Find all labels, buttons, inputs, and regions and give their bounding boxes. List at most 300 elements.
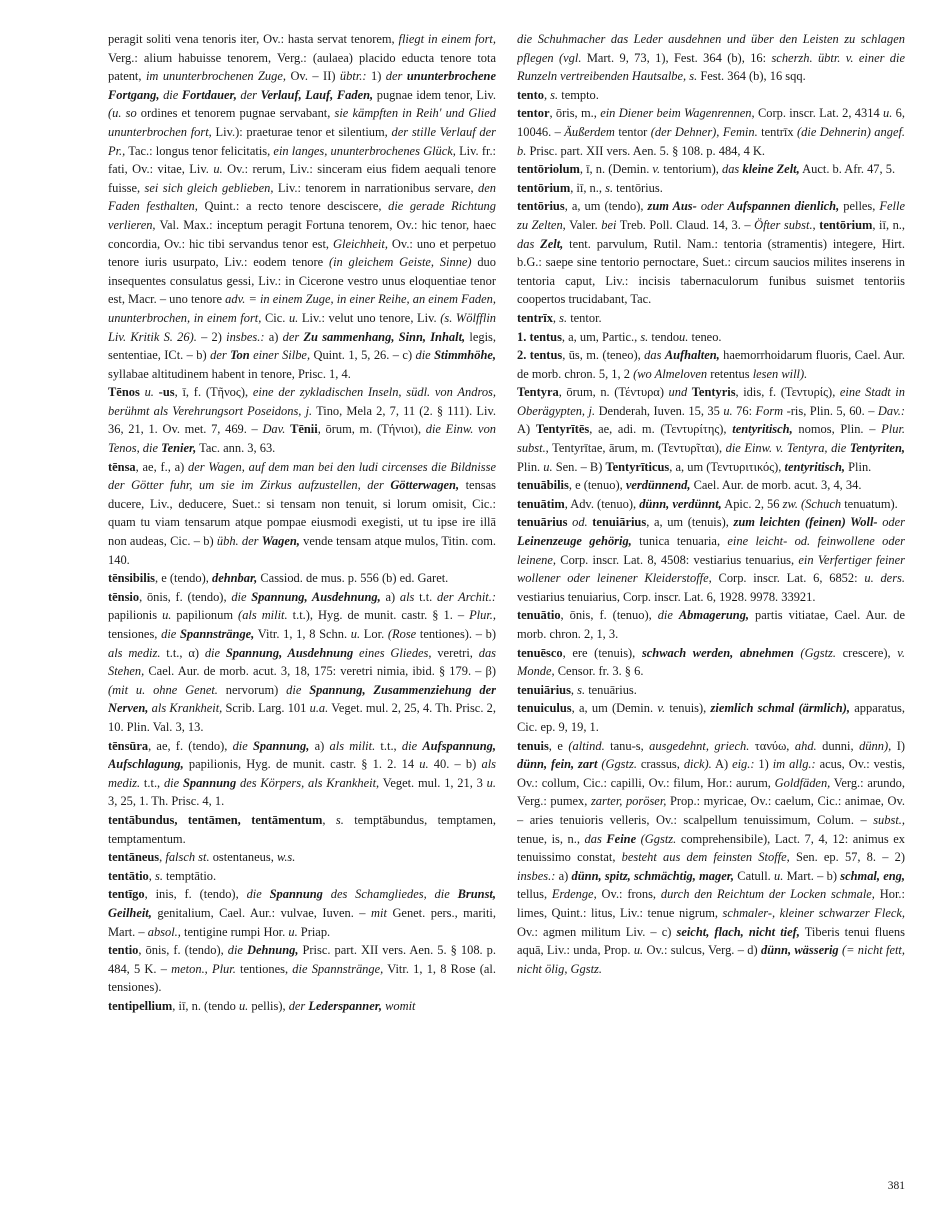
entry-text: Dehnung, xyxy=(246,943,299,958)
entry-text: die gerade Richtung verlieren, xyxy=(108,199,496,232)
entry-text: dunni, xyxy=(816,738,860,753)
entry-text: Hor.: limes, Quint.: litus, Liv.: tenue nigrum, xyxy=(517,887,905,920)
entry-text: Aufspannung, Aufschlagung, xyxy=(108,738,496,772)
entry-text: eine der zykladischen Inseln, südl. von Andros, berühmt als Verehrungsort Poseidons, j. xyxy=(108,385,496,418)
entry-text: Ov. – II) xyxy=(286,69,340,84)
entry-text: Tentyrīticus xyxy=(605,459,670,474)
dictionary-entry xyxy=(517,346,905,383)
entry-text: sie kämpften in Reih' und Glied ununterbrochen fort, xyxy=(108,106,496,139)
entry-text: lesen will). xyxy=(752,366,808,381)
entry-text: pugnae idem tenor, Liv. xyxy=(373,87,496,102)
entry-text: u. xyxy=(486,775,496,790)
entry-text: , idis, f. (Τεντυρίς), xyxy=(735,385,840,400)
entry-text: Treb. Poll. Claud. 14, 3. – xyxy=(616,217,755,232)
entry-text: u. xyxy=(543,459,553,474)
entry-text: od. xyxy=(567,515,593,530)
dictionary-entry xyxy=(517,383,905,476)
dictionary-entry xyxy=(517,179,905,198)
entry-text: , ae, adi. m. (Τεντυρίτης), xyxy=(589,422,733,437)
dictionary-entry xyxy=(108,867,496,886)
entry-text: tenuiculus xyxy=(517,701,572,716)
entry-text: Ov.: sulcus, Verg. – d) xyxy=(643,943,761,958)
entry-text: Quint.: a recto tenore desciscere, xyxy=(197,199,389,214)
entry-text: mit xyxy=(371,905,387,920)
entry-text: Ov.: frons, xyxy=(596,887,661,902)
entry-text: , a, um (tendo), xyxy=(564,199,648,214)
entry-text: Zelt, xyxy=(540,236,564,251)
entry-text: Spannung xyxy=(269,887,323,902)
entry-text: -us xyxy=(158,385,175,400)
dictionary-entry xyxy=(517,606,905,643)
entry-text: 40. – b) xyxy=(428,757,482,772)
entry-text: , a, um (Τεντυριτικός), xyxy=(669,459,785,474)
entry-text: der xyxy=(288,998,309,1013)
entry-text: Zu sammenhang, Sinn, Inhalt, xyxy=(303,329,466,344)
entry-text: Cic. xyxy=(261,310,289,325)
entry-text: Spannung, Ausdehnung, xyxy=(251,589,381,604)
entry-text: tentiones). – b) xyxy=(416,627,496,641)
entry-text: tentrīx xyxy=(757,124,798,139)
entry-text: Aufhalten, xyxy=(664,348,720,363)
entry-text: tenuiārius xyxy=(592,515,647,530)
entry-text: zarter, poröser, xyxy=(590,794,667,809)
entry-text: t.t., α) xyxy=(160,645,205,660)
entry-text: eine leicht- od. feinwollene oder leinene, xyxy=(517,534,905,567)
entry-text: Lor. xyxy=(360,627,388,641)
entry-text: vestiarius tenuiarius, Corp. inscr. Lat. 6, 1928. 9978. 33921. xyxy=(517,589,816,604)
entry-text: , xyxy=(322,812,336,827)
entry-text: Tentyrītae, ārum, m. (Τεντυρῖται), xyxy=(548,441,726,456)
entry-text: Stimmhöhe, xyxy=(434,348,496,363)
entry-text: u. xyxy=(288,310,299,325)
entry-text: ein Diener beim Wagenrennen, xyxy=(600,106,755,121)
entry-text: Fortdauer, xyxy=(181,87,237,102)
entry-text: die xyxy=(161,627,180,641)
entry-text: tentōrium xyxy=(819,217,873,232)
entry-text: 2. tentus xyxy=(517,348,563,363)
entry-text: Plur., xyxy=(469,608,496,623)
dictionary-entry xyxy=(517,104,905,160)
entry-text: , iī, n., xyxy=(570,180,606,195)
entry-text: Ton xyxy=(230,348,250,363)
entry-text: 1) xyxy=(754,757,773,772)
entry-text: im allg.: xyxy=(772,757,816,772)
dictionary-entry xyxy=(108,811,496,848)
entry-text: insbes.: xyxy=(226,329,265,344)
entry-text: u. xyxy=(213,162,223,177)
entry-text: Val. Max.: inceptum peragit Fortuna tenorem, Ov.: hic tenor, haec concordia, Ov.: hic tibi servandus tenor est, xyxy=(108,217,496,251)
entry-text: Ov.: uno et perpetuo tenore iuris usurpato, Liv.: eodem tenore xyxy=(108,236,496,270)
entry-text: schwach werden, abnehmen xyxy=(641,645,794,660)
entry-text: , a, um, Partic., xyxy=(561,329,641,344)
entry-text: tanu-s, xyxy=(604,738,650,753)
entry-text: Verlauf, Lauf, Faden, xyxy=(260,87,374,102)
entry-text: Liv.: velut uno tenore, Liv. xyxy=(298,310,441,325)
dictionary-entry xyxy=(108,848,496,867)
entry-text: Denderah, Iuven. 15, 35 xyxy=(595,403,724,418)
entry-text: als milit. xyxy=(329,738,376,753)
entry-text: (Ggstz. xyxy=(793,645,837,660)
entry-text: tentōrius xyxy=(517,199,565,214)
entry-text: die xyxy=(286,682,310,697)
entry-text: kleine Zelt, xyxy=(742,162,800,177)
entry-text: haemorrhoidarum fluoris, Cael. Aur. de morb. chron. 5, 1, 2 xyxy=(517,348,905,381)
dictionary-entry xyxy=(108,569,496,588)
entry-text: t.t.), Hyg. de munit. castr. § 1. – xyxy=(287,608,470,623)
entry-text: s. xyxy=(154,868,163,883)
entry-text: Prisc. part. XII vers. Aen. 5. § 108. p. 484, 5 K. – xyxy=(108,943,496,976)
entry-text: das xyxy=(644,348,665,363)
entry-text: tenuābilis xyxy=(517,478,569,493)
entry-text: , ere (tenuis), xyxy=(562,645,642,660)
entry-text: die xyxy=(204,645,226,660)
entry-text: tento xyxy=(517,87,544,102)
entry-text: Öfter subst., xyxy=(754,217,816,232)
dictionary-entry xyxy=(108,588,496,737)
entry-text: die Einw. v. Tentyra, die xyxy=(725,441,850,456)
dictionary-entry xyxy=(517,476,905,495)
entry-text: ausgedehnt, griech. xyxy=(649,738,750,753)
entry-text: (Ggstz. xyxy=(597,757,637,772)
entry-text: adv. = in einem Zuge, in einer Reihe, an einem Faden, ununterbrochen, in einem fort, xyxy=(108,292,496,325)
entry-text: Cael. Aur. de morb. acut. 3, 18, 175: veretri nimia, ibid. § 179. – β) xyxy=(144,664,496,679)
entry-text: Tac.: longus tenor felicitatis, xyxy=(125,143,274,158)
entry-text: tentio xyxy=(108,943,139,958)
entry-text: Tiberis tenui fluens aquā, Liv.: unda, Prop. xyxy=(517,924,905,958)
entry-text: u. xyxy=(723,403,733,418)
entry-text: Censor. fr. 3. § 6. xyxy=(554,664,644,679)
entry-text: tentrīx xyxy=(517,310,553,325)
entry-text: Goldfäden, xyxy=(774,775,831,790)
entry-text: Genet. pers., mariti, Mart. – xyxy=(108,905,496,939)
entry-text: nomos, Plin. – xyxy=(792,422,882,437)
entry-text: Spannung, Zusammenziehung der Nerven, xyxy=(108,682,496,716)
entry-text: insbes.: xyxy=(517,868,556,883)
dictionary-entry xyxy=(517,681,905,700)
entry-text: s. xyxy=(335,812,344,827)
entry-text: schmaler-, kleiner schwarzer Fleck, xyxy=(722,905,905,920)
entry-text: Mart. 9, 73, 1), Fest. 364 (b), 16: xyxy=(581,50,772,65)
entry-text: tenuārius xyxy=(517,515,568,530)
entry-text: , e xyxy=(548,738,569,753)
entry-text: ein langes, ununterbrochenes Glück, xyxy=(273,143,456,158)
entry-text: Gleichheit, xyxy=(333,236,388,251)
entry-text: seicht, flach, nicht tief, xyxy=(676,924,800,939)
entry-text: Liv.: tenorem in narrationibus servare, xyxy=(273,180,479,195)
entry-text: crassus, xyxy=(636,757,684,772)
entry-text: , ī, n. (Demin. xyxy=(579,162,653,177)
entry-text: tentīgo xyxy=(108,887,145,902)
entry-text: den Faden festhalten, xyxy=(108,180,496,214)
entry-text: tentābundus, tentāmen, tentāmentum xyxy=(108,812,323,827)
entry-text: und xyxy=(668,385,688,400)
entry-text: der stille Verlauf der Pr., xyxy=(108,124,496,158)
entry-text: bei xyxy=(601,217,617,232)
entry-text: v. xyxy=(657,701,666,716)
entry-text: Wagen, xyxy=(261,534,300,549)
entry-text: dünn, verdünnt, xyxy=(639,496,722,511)
entry-text: temptābundus, temptamen, temptamentum. xyxy=(108,812,496,846)
entry-text: tentorium), xyxy=(660,162,722,177)
entry-text: , inis, f. (tendo), xyxy=(144,887,247,902)
entry-text: 76: xyxy=(732,403,756,418)
entry-text: als mediz. xyxy=(108,645,161,660)
entry-text: crescere), xyxy=(836,645,898,660)
entry-text: – 2) xyxy=(196,329,227,344)
entry-text: besteht aus dem feinsten Stoffe, xyxy=(621,850,790,865)
entry-text: , xyxy=(552,310,560,325)
entry-text: Corp. inscr. Lat. 6, 6852: xyxy=(711,571,865,586)
dictionary-entry xyxy=(517,30,905,86)
entry-text: als xyxy=(399,589,415,604)
entry-text: u. xyxy=(419,757,429,772)
entry-text: tenuis xyxy=(517,738,549,753)
entry-text: retentus xyxy=(707,366,753,381)
entry-text: s. xyxy=(640,329,649,344)
entry-text: die xyxy=(231,589,252,604)
entry-text: Feine xyxy=(606,831,637,846)
entry-text: (Ggstz. xyxy=(636,831,677,846)
dictionary-entry xyxy=(108,458,496,570)
entry-text: das xyxy=(584,831,607,846)
entry-text: comprehensibile), Lact. 7, 4, 12: animus ex tenuissimo constat, xyxy=(517,831,905,865)
entry-text: das xyxy=(517,236,541,251)
entry-text: die Einw. von Tenos, die xyxy=(108,422,496,456)
entry-text: Auct. b. Afr. 47, 5. xyxy=(799,162,896,177)
entry-text: Abmagerung, xyxy=(678,608,750,623)
entry-text: Verg.: arundo, Verg.: pumex, xyxy=(517,775,905,809)
entry-text: die Schuhmacher das Leder ausdehnen und über den Leisten zu schlagen pflegen (vgl. xyxy=(517,32,905,65)
entry-text: Dav.: xyxy=(877,403,905,418)
entry-text: w.s. xyxy=(276,850,296,865)
entry-text: tenuārius. xyxy=(585,682,637,697)
entry-text: v. Monde, xyxy=(517,645,905,679)
entry-text: ununterbrochene Fortgang, xyxy=(108,69,496,102)
entry-text: Fest. 364 (b), 16 sqq. xyxy=(697,69,806,84)
entry-text: , xyxy=(148,868,155,883)
entry-text: Veget. mul. 1, 21, 3 xyxy=(379,775,487,790)
entry-text: tentōriolum xyxy=(517,162,580,177)
entry-text: t.t., xyxy=(140,775,164,790)
entry-text: Veget. mul. 2, 25, 4. Th. Prisc. 2, 10. Plin. Val. 3, 13. xyxy=(108,701,496,734)
entry-text: dünn, spitz, schmächtig, mager, xyxy=(571,868,735,883)
dictionary-entry xyxy=(108,737,496,811)
entry-text: die xyxy=(227,943,247,958)
entry-text: Dav. xyxy=(262,422,286,437)
entry-text: tentor xyxy=(614,124,651,139)
entry-text: u. xyxy=(288,924,298,939)
entry-text: , iī, n., xyxy=(872,217,905,232)
entry-text: A) xyxy=(517,422,536,437)
entry-text: der Archit.: xyxy=(437,589,496,604)
entry-text: peragit soliti vena tenoris iter, Ov.: hasta servat tenorem, xyxy=(108,32,399,46)
entry-text: Aufspannen dienlich, xyxy=(727,199,840,214)
entry-text: , e (tendo), xyxy=(155,571,212,586)
dictionary-entry xyxy=(517,86,905,105)
entry-text: , ae, f., a) xyxy=(135,459,189,474)
dictionary-entry xyxy=(108,383,496,457)
dictionary-entry xyxy=(108,885,496,941)
entry-text: Vitr. 1, 1, 8 Schn. xyxy=(254,627,351,641)
entry-text: eines Gliedes, xyxy=(353,645,432,660)
entry-text: τανύω, xyxy=(749,738,795,753)
entry-text: tentipellium xyxy=(108,998,173,1013)
entry-text: Tentyris xyxy=(691,385,736,400)
entry-text: , ōrum, m. (Τήνιοι), xyxy=(317,422,426,437)
entry-text: die xyxy=(415,348,435,363)
entry-text: tensas ducere, Liv., deducere, Suet.: si tensam non tenuit, si lorum omisit, Cic.: quam tu viam tensarum atque pompae eiusmodi exegisti, ut tu ipse ire illā non audeas, Cic. – b) xyxy=(108,478,496,549)
dictionary-entry xyxy=(517,309,905,328)
entry-text: , ūs, m. (teneo), xyxy=(562,348,645,363)
entry-text: u. xyxy=(139,385,159,400)
entry-text: , xyxy=(543,87,551,102)
entry-text: A) xyxy=(711,757,733,772)
entry-text: zw. (Schuch xyxy=(782,496,842,511)
entry-text: durch den Reichtum der Locken schmale, xyxy=(660,887,875,902)
entry-text: tellus, xyxy=(517,887,552,902)
entry-text: , a, um (Demin. xyxy=(571,701,658,716)
entry-text: u. xyxy=(238,998,249,1013)
entry-text: die xyxy=(163,775,183,790)
entry-text: tempto. xyxy=(558,87,599,102)
dictionary-entry xyxy=(108,941,496,997)
entry-text: tenuātim xyxy=(517,496,565,511)
entry-text: Erdenge, xyxy=(551,887,597,902)
entry-text: eine Stadt in Oberägypten, j. xyxy=(517,385,905,418)
entry-text: , e (tenuo), xyxy=(568,478,626,493)
entry-text: scherzh. übtr. v. einer die Runzeln vertreibenden Hautsalbe, s. xyxy=(517,50,905,84)
entry-text: im ununterbrochenen Zuge, xyxy=(145,69,286,84)
entry-text: dehnbar, xyxy=(211,571,258,586)
entry-text: apparatus, Cic. ep. 9, 19, 1. xyxy=(517,701,905,734)
entry-text: dünn, wässerig xyxy=(760,943,839,958)
entry-text: tenuiārius xyxy=(517,682,571,697)
entry-text: Valer. xyxy=(565,217,602,232)
entry-text: u. xyxy=(883,106,893,121)
entry-text: (Rose xyxy=(387,627,417,641)
entry-text: des Körpers, als Krankheit, xyxy=(236,775,380,790)
entry-text: Tēnos xyxy=(108,385,140,400)
entry-text: die Spannstränge, xyxy=(292,961,384,976)
entry-text: meton., Plur. xyxy=(171,961,236,976)
entry-text: u. xyxy=(633,943,644,958)
entry-text: Plin. xyxy=(517,459,544,474)
entry-text: , a, um (tenuis), xyxy=(646,515,734,530)
entry-text: tentor. xyxy=(567,310,602,325)
entry-text: tentigine rumpi Hor. xyxy=(180,924,289,939)
entry-text: tentōrius. xyxy=(613,180,663,195)
entry-text: 6, 10046. – xyxy=(517,106,905,139)
entry-text: fliegt in einem fort, xyxy=(398,32,496,46)
entry-text: Corp. inscr. Lat. 2, 4314 xyxy=(754,106,883,121)
entry-text: der xyxy=(236,87,261,102)
entry-text: Catull. xyxy=(734,868,775,883)
entry-text: Prop.: myricae, Ov.: caelum, Cic.: animae, Ov. – aries tenuioris velleris, Ov.: scalpellum tenuissimum, Colum. – xyxy=(517,794,905,827)
entry-text: papilionis xyxy=(108,608,163,623)
entry-text: 3, 25, 1. Th. Prisc. 4, 1. xyxy=(108,794,225,809)
entry-text: u. xyxy=(679,329,689,344)
entry-text: die xyxy=(657,608,679,623)
entry-text: Cael. Aur. de morb. acut. 3, 4, 34. xyxy=(690,478,862,493)
entry-text: (altind. xyxy=(568,738,605,753)
entry-text: Quint. 1, 5, 26. – c) xyxy=(310,348,416,363)
entry-text: falsch st. xyxy=(165,850,210,865)
entry-text: , ōnis, f. (tendo), xyxy=(139,589,232,604)
entry-text: absol., xyxy=(147,924,181,939)
entry-text: zum Aus- xyxy=(647,199,697,214)
entry-text: , ōnis, f. (tenuo), xyxy=(560,608,658,623)
entry-text: (die Dehnerin) angef. b. xyxy=(517,124,905,158)
entry-text: legis, sententiae, ICt. – b) xyxy=(108,329,496,363)
entry-text: nervorum) xyxy=(217,682,287,697)
entry-text: , Adv. (tenuo), xyxy=(564,496,640,511)
entry-text: verdünnend, xyxy=(625,478,691,493)
entry-text: dick). xyxy=(683,757,712,772)
entry-text: als mediz. xyxy=(108,757,496,790)
entry-text: partis vitiatae, Cael. Aur. de morb. chron. 2, 1, 3. xyxy=(517,608,905,641)
entry-text: das Stehen, xyxy=(108,645,496,679)
entry-text: (u. so xyxy=(108,106,137,121)
entry-text: s. xyxy=(550,87,559,102)
dictionary-entry xyxy=(108,997,496,1016)
entry-text: tenuātio xyxy=(517,608,561,623)
entry-text: papilionis, Hyg. de munit. castr. § 1. 2. 14 xyxy=(183,757,420,772)
entry-text: tenuēsco xyxy=(517,645,563,660)
entry-text: t.t. xyxy=(414,589,438,604)
entry-text: Ov.: rerum, Liv.: sinceram eius fidem aequali tenore fuisse, xyxy=(108,162,496,195)
entry-text: u. xyxy=(774,868,784,883)
entry-text: dünn, fein, zart xyxy=(517,757,598,772)
entry-text: tentiones, xyxy=(235,961,293,976)
entry-text: die xyxy=(232,738,254,753)
entry-text: Brunst, Geilheit, xyxy=(108,887,496,920)
entry-text: 1. tentus xyxy=(517,329,562,344)
entry-text: , ae, f. (tendo), xyxy=(148,738,233,753)
entry-text: tenuis), xyxy=(665,701,711,716)
entry-text: Liv. fr.: fati, Ov.: vitae, Liv. xyxy=(108,143,496,177)
entry-text: u. xyxy=(162,608,172,623)
entry-text: Spannung, Ausdehnung xyxy=(225,645,354,660)
entry-text: tentor xyxy=(517,106,550,121)
entry-text: die xyxy=(401,738,423,753)
entry-text: Lederspanner, xyxy=(308,998,382,1013)
entry-text: -ris, Plin. 5, 60. – xyxy=(783,403,878,418)
entry-text: papilionum xyxy=(171,608,239,623)
entry-text: (wo Almeloven xyxy=(633,366,708,381)
entry-text: Prisc. part. XII vers. Aen. 5. § 108. p. 484, 4 K. xyxy=(526,143,766,158)
dictionary-entry xyxy=(517,737,905,979)
entry-text: des Schamgliedes, die xyxy=(322,887,458,902)
entry-text: a) xyxy=(380,589,400,604)
entry-text: Verg.: alium habuisse tenorem, Verg.: (aulaea) placido educta tenore tota patent, xyxy=(108,50,496,84)
entry-text: Vitr. 1, 1, 8 Rose (al. tensiones). xyxy=(108,961,496,995)
entry-text: dünn), xyxy=(859,738,892,753)
entry-text: tēnsa xyxy=(108,459,136,474)
entry-text: tensiones, xyxy=(108,627,162,641)
entry-text: , ōrum, n. (Τέντυρα) xyxy=(558,385,669,400)
entry-text: Spannstränge, xyxy=(179,627,255,641)
entry-text: Äußerdem xyxy=(564,124,615,139)
entry-text: Sen. – B) xyxy=(552,459,606,474)
entry-text: tentyritisch, xyxy=(732,422,793,437)
entry-text: Tenier, xyxy=(161,441,197,456)
entry-text: 1) xyxy=(366,69,386,84)
entry-text: Plin. xyxy=(845,459,872,474)
entry-text: eig.: xyxy=(732,757,755,772)
entry-text: schmal, eng, xyxy=(840,868,905,883)
entry-text: pelles, xyxy=(839,199,880,214)
entry-text: Liv.): praeturae tenor et silentium, xyxy=(211,124,392,139)
